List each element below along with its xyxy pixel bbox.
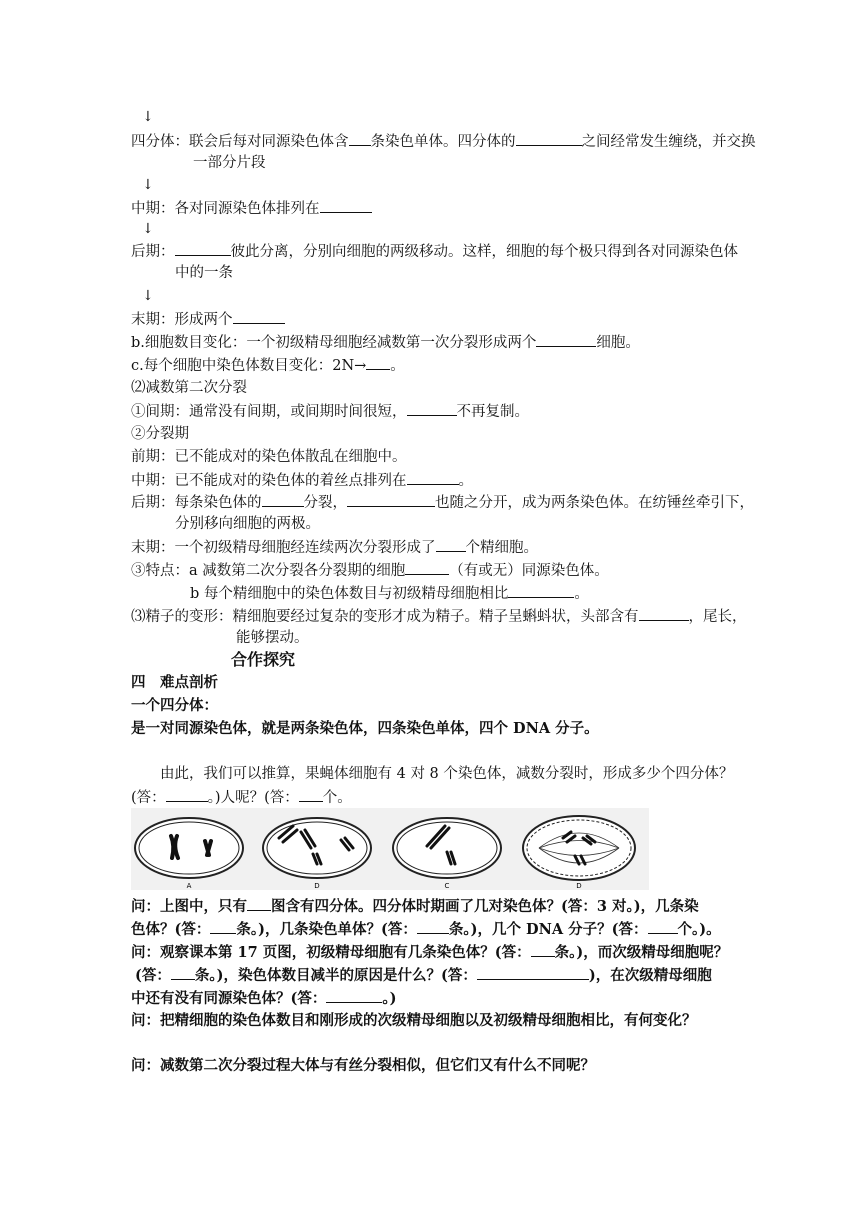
blank-field[interactable]	[175, 241, 231, 256]
blank-field[interactable]	[436, 537, 466, 552]
text: 四分体：联会后每对同源染色体含	[131, 134, 349, 150]
tetrad-definition: 是一对同源染色体，就是两条染色体，四条染色单体，四个 DNA 分子。	[131, 720, 599, 737]
section-title: 合作探究	[231, 650, 296, 669]
section4-heading: 四 难点剖析	[131, 674, 218, 691]
text: c.每个细胞中染色体数目变化：2N→	[131, 358, 367, 374]
text: 个精细胞。	[465, 540, 538, 556]
q2-line2	[135, 965, 712, 986]
blank-field[interactable]	[320, 198, 372, 213]
text: (答：	[131, 790, 166, 806]
cell-count-line	[131, 332, 640, 353]
text: 末期：形成两个	[131, 312, 233, 328]
blank-field[interactable]	[166, 787, 208, 802]
text: 条染色单体。四分体的	[370, 134, 516, 150]
text: 。	[458, 473, 473, 489]
sperm-continuation: 能够摆动。	[236, 630, 309, 646]
flow-arrow: ↓	[142, 288, 154, 304]
prophase2-line: 前期：已不能成对的染色体散乱在细胞中。	[131, 449, 407, 465]
q2-line3	[131, 988, 397, 1009]
text: 彼此分离，分别向细胞的两级移动。这样，细胞的每个极只得到各对同源染色体	[230, 244, 738, 260]
blank-field[interactable]	[233, 309, 285, 324]
blank-field[interactable]	[299, 787, 323, 802]
cell-figures	[131, 808, 649, 890]
text: 后期：	[131, 244, 175, 260]
flow-arrow: ↓	[142, 177, 154, 193]
blank-field[interactable]	[508, 583, 574, 598]
blank-field[interactable]	[171, 965, 195, 980]
text: 。)	[382, 990, 397, 1007]
fly-question: 由此，我们可以推算，果蝇体细胞有 4 对 8 个染色体，减数分裂时，形成多少个四分体？	[160, 766, 734, 782]
text: 图含有四分体。四分体时期画了几对染色体？(答：3 对。)，几条染	[271, 898, 699, 915]
text: 个。)。	[677, 921, 721, 938]
blank-field[interactable]	[648, 919, 678, 934]
text: 细胞。	[596, 335, 640, 351]
text: 个。	[322, 790, 352, 806]
text: 之间经常发生缠绕，并交换	[581, 134, 756, 150]
chrom-count-line	[131, 355, 405, 376]
text: 问：观察课本第 17 页图，初级精母细胞有几条染色体？(答：	[131, 944, 531, 961]
blank-field[interactable]	[326, 988, 382, 1003]
anaphase1-line	[131, 241, 738, 262]
text: 。	[574, 586, 589, 602]
metaphase2-line	[131, 470, 473, 491]
text: ⑶精子的变形：精细胞要经过复杂的变形才成为精子。精子呈蝌蚪状，头部含有	[131, 609, 639, 625]
division-heading: ②分裂期	[131, 426, 189, 442]
text: （有或无）同源染色体。	[449, 563, 609, 579]
text: 中还有没有同源染色体？(答：	[131, 990, 327, 1007]
text: 也随之分开，成为两条染色体。在纺锤丝牵引下，	[435, 495, 754, 511]
text: (答：	[135, 967, 171, 984]
text: b 每个精细胞中的染色体数目与初级精母细胞相比	[190, 586, 509, 602]
figure-label: A	[186, 882, 192, 890]
text: 中期：已不能成对的染色体的着丝点排列在	[131, 473, 407, 489]
feature-b-line	[190, 583, 589, 604]
tetrad-continuation: 一部分片段	[193, 155, 266, 171]
figure-label: C	[444, 882, 450, 890]
flow-arrow: ↓	[142, 109, 154, 125]
cell-c	[393, 818, 501, 878]
text: 不再复制。	[456, 404, 529, 420]
tetrad-title: 一个四分体：	[131, 697, 218, 714]
sperm-line	[131, 606, 747, 627]
text: )，在次级精母细胞	[588, 967, 712, 984]
blank-field[interactable]	[247, 896, 271, 911]
q2-line1	[131, 942, 728, 963]
text: 条。)，而次级精母细胞呢？	[554, 944, 729, 961]
text: ③特点：a 减数第二次分裂各分裂期的细胞	[131, 563, 406, 579]
text: ①间期：通常没有间期，或间期时间很短，	[131, 404, 407, 420]
text: 。)人呢？(答：	[207, 790, 299, 806]
text: 中期：各对同源染色体排列在	[131, 201, 320, 217]
text: 色体？(答：	[131, 921, 211, 938]
cell-a	[135, 818, 243, 878]
anaphase1-continuation: 中的一条	[175, 265, 233, 281]
text: 。	[390, 358, 405, 374]
blank-field[interactable]	[349, 131, 371, 146]
flow-arrow: ↓	[142, 221, 154, 237]
cell-d	[523, 816, 635, 880]
blank-field[interactable]	[262, 492, 304, 507]
q1-line2	[131, 919, 721, 940]
text: 条。)，几条染色单体？(答：	[236, 921, 417, 938]
text: 末期：一个初级精母细胞经连续两次分裂形成了	[131, 540, 436, 556]
text: 问：上图中，只有	[131, 898, 247, 915]
blank-field[interactable]	[531, 942, 555, 957]
text: 条。)，几个 DNA 分子？(答：	[448, 921, 648, 938]
figure-label: D	[314, 882, 320, 890]
blank-field[interactable]	[536, 332, 596, 347]
telophase1-line	[131, 309, 285, 330]
text: 分裂，	[303, 495, 347, 511]
text: ，尾长，	[688, 609, 747, 625]
blank-field[interactable]	[407, 401, 457, 416]
text: 后期：每条染色体的	[131, 495, 262, 511]
blank-field[interactable]	[639, 606, 689, 621]
blank-field[interactable]	[366, 355, 390, 370]
blank-field[interactable]	[516, 131, 582, 146]
blank-field[interactable]	[405, 560, 449, 575]
metaphase1-line	[131, 198, 372, 219]
figure-label: D	[576, 882, 582, 890]
interphase2-line	[131, 401, 529, 422]
telophase2-line	[131, 537, 538, 558]
text: 条。)，染色体数目减半的原因是什么？(答：	[194, 967, 477, 984]
q1-line1	[131, 896, 699, 917]
feature-a-line	[131, 560, 609, 581]
tetrad-line	[131, 131, 756, 152]
text: b.细胞数目变化：一个初级精母细胞经减数第一次分裂形成两个	[131, 335, 537, 351]
q3-line: 问：把精细胞的染色体数目和刚形成的次级精母细胞以及初级精母细胞相比，有何变化？	[131, 1012, 697, 1029]
q4-line: 问：减数第二次分裂过程大体与有丝分裂相似，但它们又有什么不同呢？	[131, 1057, 595, 1074]
cell-b	[263, 818, 371, 878]
meiosis2-heading: ⑵减数第二次分裂	[131, 380, 247, 396]
blank-field[interactable]	[347, 492, 435, 507]
blank-field[interactable]	[407, 470, 459, 485]
blank-field[interactable]	[210, 919, 236, 934]
fly-answer-line	[131, 787, 352, 808]
anaphase2-line	[131, 492, 754, 513]
anaphase2-continuation: 分别移向细胞的两极。	[175, 516, 320, 532]
blank-field[interactable]	[417, 919, 449, 934]
blank-field[interactable]	[477, 965, 589, 980]
